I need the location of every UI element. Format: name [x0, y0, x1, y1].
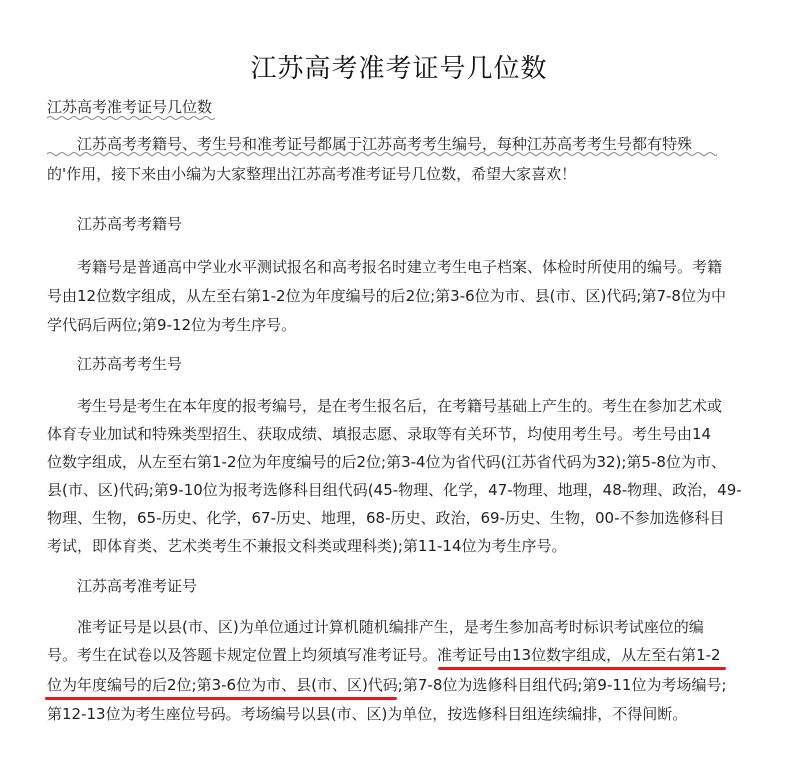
kaojihao-line-1: 考籍号是普通高中学业水平测试报名和高考报名时建立考生电子档案、体检时所使用的编号。考籍 [77, 258, 723, 276]
intro-line-1: 江苏高考考籍号、考生号和准考证号都属于江苏高考考生编号，每种江苏高考考生号都有特殊 [77, 135, 693, 153]
section-heading-zhunkaozheng: 江苏高考准考证号 [77, 577, 198, 595]
kaoshenghao-line-5: 物理、生物，65-历史、化学，67-历史、地理，68-历史、政治，69-历史、生物，00-不参加选修科目 [47, 509, 725, 527]
section-heading-kaojihao: 江苏高考考籍号 [77, 215, 183, 233]
kaoshenghao-line-6: 考试，即体育类、艺术类考生不兼报文科类或理科类);第11-14位为考生序号。 [47, 537, 567, 555]
kaojihao-line-3: 学代码后两位;第9-12位为考生序号。 [47, 316, 297, 334]
kaoshenghao-line-3: 位数字组成，从左至右第1-2位为年度编号的后2位;第3-4位为省代码(江苏省代码为32);第5-8位为市、 [47, 453, 726, 471]
kaoshenghao-line-1: 考生号是考生在本年度的报考编号，是在考生报名后，在考籍号基础上产生的。考生在参加艺术或 [77, 397, 723, 415]
zhunkaozheng-line-2: 号。考生在试卷以及答题卡规定位置上均须填写准考证号。准考证号由13位数字组成，从左至右第1-2 [47, 646, 721, 664]
red-highlight-underline-2 [45, 697, 397, 700]
kaojihao-line-2: 号由12位数字组成，从左至右第1-2位为年度编号的后2位;第3-6位为市、县(市、区)代码;第7-8位为中 [47, 287, 726, 305]
red-highlight-underline-1 [438, 667, 726, 670]
subtitle-link[interactable]: 江苏高考准考证号几位数 [47, 98, 213, 116]
zhunkaozheng-line-3: 位为年度编号的后2位;第3-6位为市、县(市、区)代码;第7-8位为选修科目组代码;第9-11位为考场编号; [47, 676, 727, 694]
zhunkaozheng-line-1: 准考证号是以县(市、区)为单位通过计算机随机编排产生，是考生参加高考时标识考试座位的编 [77, 618, 704, 636]
section-heading-kaoshenghao: 江苏高考考生号 [77, 355, 183, 373]
intro-line-2: 的'作用，接下来由小编为大家整理出江苏高考准考证号几位数，希望大家喜欢！ [47, 165, 577, 183]
zhunkaozheng-line-4: 第12-13位为考生座位号码。考场编号以县(市、区)为单位，按选修科目组连续编排，不得间断。 [47, 705, 688, 723]
spellcheck-squiggle-intro [47, 151, 717, 157]
kaoshenghao-line-4: 县(市、区)代码;第9-10位为报考选修科目组代码(45-物理、化学，47-物理、地理，48-物理、政治，49- [47, 481, 742, 499]
spellcheck-squiggle [47, 115, 215, 121]
kaoshenghao-line-2: 体育专业加试和特殊类型招生、获取成绩、填报志愿、录取等有关环节，均使用考生号。考生号由14 [47, 425, 712, 443]
page-title: 江苏高考准考证号几位数 [250, 54, 548, 84]
